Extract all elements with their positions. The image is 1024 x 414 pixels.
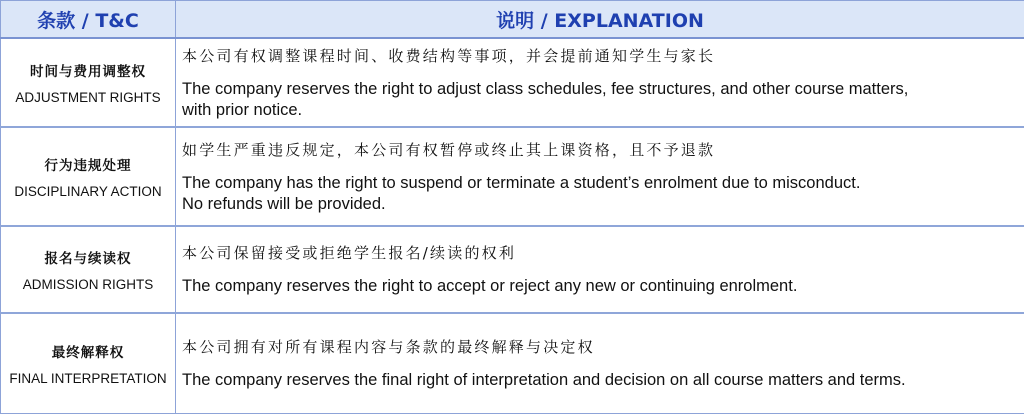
explanation-chinese: 本公司保留接受或拒绝学生报名/续读的权利 xyxy=(182,242,1010,263)
explanation-english xyxy=(182,173,1010,215)
explanation-chinese: 如学生严重违反规定，本公司有权暂停或终止其上课资格，且不予退款 xyxy=(182,139,1010,160)
term-english: ADJUSTMENT RIGHTS xyxy=(1,90,175,105)
term-english: ADMISSION RIGHTS xyxy=(1,277,175,292)
explanation-english-line: The company reserves the right to accept or reject any new or continuing enrolment. xyxy=(182,276,1010,297)
table-row xyxy=(1,313,1024,413)
term-chinese: 行为违规处理 xyxy=(1,154,175,174)
table-header-row xyxy=(1,1,1024,39)
explanation-cell xyxy=(176,313,1024,413)
term-cell xyxy=(1,127,176,226)
term-english: DISCIPLINARY ACTION xyxy=(1,184,175,199)
header-term: 条款 / T&C xyxy=(1,1,176,39)
explanation-cell xyxy=(176,127,1024,226)
table-row xyxy=(1,226,1024,313)
term-cell xyxy=(1,38,176,127)
explanation-english-line: with prior notice. xyxy=(182,100,1010,121)
term-chinese: 最终解释权 xyxy=(1,341,175,361)
explanation-english-line: The company reserves the final right of interpretation and decision on all course matters and terms. xyxy=(182,370,1010,391)
explanation-english xyxy=(182,79,1010,121)
table-row xyxy=(1,127,1024,226)
explanation-english-line: The company has the right to suspend or terminate a student’s enrolment due to misconduct. xyxy=(182,173,1010,194)
explanation-cell xyxy=(176,38,1024,127)
term-cell xyxy=(1,226,176,313)
explanation-chinese: 本公司拥有对所有课程内容与条款的最终解释与决定权 xyxy=(182,336,1010,357)
table-row xyxy=(1,38,1024,127)
explanation-english xyxy=(182,276,1010,297)
term-cell xyxy=(1,313,176,413)
term-chinese: 时间与费用调整权 xyxy=(1,60,175,80)
explanation-cell xyxy=(176,226,1024,313)
explanation-english xyxy=(182,370,1010,391)
term-english: FINAL INTERPRETATION xyxy=(1,371,175,386)
explanation-english-line: The company reserves the right to adjust class schedules, fee structures, and other course matters, xyxy=(182,79,1010,100)
explanation-chinese: 本公司有权调整课程时间、收费结构等事项，并会提前通知学生与家长 xyxy=(182,45,1010,66)
term-chinese: 报名与续读权 xyxy=(1,247,175,267)
header-explanation: 说明 / EXPLANATION xyxy=(176,1,1024,39)
explanation-english-line: No refunds will be provided. xyxy=(182,194,1010,215)
